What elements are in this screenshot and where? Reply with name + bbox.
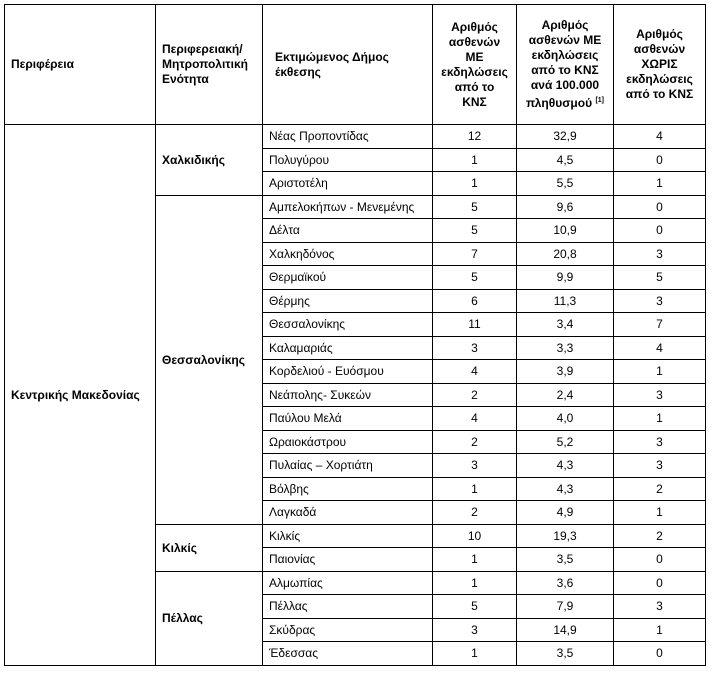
region-cell: Κεντρικής Μακεδονίας	[5, 125, 156, 666]
with-symptoms-cell: 1	[433, 148, 517, 172]
per-100k-cell: 19,3	[517, 524, 614, 548]
municipality-cell: Βόλβης	[263, 477, 433, 501]
without-symptoms-cell: 1	[614, 501, 706, 525]
without-symptoms-cell: 0	[614, 148, 706, 172]
municipality-cell: Νέας Προποντίδας	[263, 125, 433, 149]
with-symptoms-cell: 5	[433, 219, 517, 243]
per-100k-cell: 10,9	[517, 219, 614, 243]
municipality-cell: Παιονίας	[263, 548, 433, 572]
with-symptoms-cell: 3	[433, 454, 517, 478]
per-100k-cell: 4,3	[517, 477, 614, 501]
without-symptoms-cell: 1	[614, 172, 706, 196]
per-100k-cell: 4,3	[517, 454, 614, 478]
table-body	[5, 125, 706, 666]
per-100k-cell: 3,3	[517, 336, 614, 360]
municipality-cell: Πολυγύρου	[263, 148, 433, 172]
header-municipality-text: Εκτιμώμενος Δήμος έκθεσης	[275, 49, 389, 79]
unit-cell: Χαλκιδικής	[156, 125, 263, 196]
municipality-cell: Λαγκαδά	[263, 501, 433, 525]
municipality-cell: Ωραιοκάστρου	[263, 430, 433, 454]
per-100k-cell: 3,6	[517, 571, 614, 595]
per-100k-cell: 5,2	[517, 430, 614, 454]
without-symptoms-cell: 3	[614, 289, 706, 313]
municipality-cell: Θέρμης	[263, 289, 433, 313]
header-per-100k-note: [1]	[595, 97, 604, 104]
without-symptoms-cell: 3	[614, 383, 706, 407]
municipality-cell: Αλμωπίας	[263, 571, 433, 595]
municipality-cell: Αριστοτέλη	[263, 172, 433, 196]
per-100k-cell: 3,5	[517, 642, 614, 666]
municipality-cell: Κιλκίς	[263, 524, 433, 548]
municipality-cell: Θεσσαλονίκης	[263, 313, 433, 337]
per-100k-cell: 4,0	[517, 407, 614, 431]
unit-cell: Πέλλας	[156, 571, 263, 665]
without-symptoms-cell: 2	[614, 524, 706, 548]
per-100k-cell: 4,5	[517, 148, 614, 172]
municipality-cell: Δέλτα	[263, 219, 433, 243]
without-symptoms-cell: 4	[614, 125, 706, 149]
without-symptoms-cell: 7	[614, 313, 706, 337]
with-symptoms-cell: 3	[433, 336, 517, 360]
with-symptoms-cell: 10	[433, 524, 517, 548]
with-symptoms-cell: 1	[433, 642, 517, 666]
per-100k-cell: 14,9	[517, 618, 614, 642]
header-municipality	[263, 5, 433, 125]
header-per-100k	[517, 5, 614, 125]
per-100k-cell: 3,9	[517, 360, 614, 384]
municipality-cell: Πυλαίας – Χορτιάτη	[263, 454, 433, 478]
without-symptoms-cell: 1	[614, 360, 706, 384]
with-symptoms-cell: 12	[433, 125, 517, 149]
per-100k-cell: 4,9	[517, 501, 614, 525]
without-symptoms-cell: 2	[614, 477, 706, 501]
per-100k-cell: 32,9	[517, 125, 614, 149]
without-symptoms-cell: 1	[614, 618, 706, 642]
per-100k-cell: 9,9	[517, 266, 614, 290]
municipality-cell: Έδεσσας	[263, 642, 433, 666]
municipality-cell: Κορδελιού - Ευόσμου	[263, 360, 433, 384]
municipality-cell: Σκύδρας	[263, 618, 433, 642]
with-symptoms-cell: 5	[433, 595, 517, 619]
municipality-cell: Νεάπολης- Συκεών	[263, 383, 433, 407]
with-symptoms-cell: 11	[433, 313, 517, 337]
with-symptoms-cell: 1	[433, 571, 517, 595]
without-symptoms-cell: 5	[614, 266, 706, 290]
without-symptoms-cell: 4	[614, 336, 706, 360]
per-100k-cell: 3,5	[517, 548, 614, 572]
per-100k-cell: 3,4	[517, 313, 614, 337]
without-symptoms-cell: 0	[614, 642, 706, 666]
header-region: Περιφέρεια	[5, 5, 156, 125]
header-unit: Περιφερειακή/ Μητροπολιτική Ενότητα	[156, 5, 263, 125]
with-symptoms-cell: 5	[433, 266, 517, 290]
without-symptoms-cell: 0	[614, 548, 706, 572]
without-symptoms-cell: 0	[614, 195, 706, 219]
header-without-symptoms: Αριθμός ασθενών ΧΩΡΙΣ εκδηλώσεις από το ΚΝΣ	[614, 5, 706, 125]
without-symptoms-cell: 3	[614, 242, 706, 266]
unit-cell: Κιλκίς	[156, 524, 263, 571]
with-symptoms-cell: 1	[433, 172, 517, 196]
municipality-cell: Χαλκηδόνος	[263, 242, 433, 266]
with-symptoms-cell: 1	[433, 477, 517, 501]
with-symptoms-cell: 4	[433, 407, 517, 431]
with-symptoms-cell: 6	[433, 289, 517, 313]
municipality-cell: Αμπελοκήπων - Μενεμένης	[263, 195, 433, 219]
without-symptoms-cell: 3	[614, 454, 706, 478]
with-symptoms-cell: 3	[433, 618, 517, 642]
with-symptoms-cell: 1	[433, 548, 517, 572]
municipality-cell: Καλαμαριάς	[263, 336, 433, 360]
without-symptoms-cell: 0	[614, 219, 706, 243]
cases-table	[4, 4, 706, 666]
with-symptoms-cell: 7	[433, 242, 517, 266]
without-symptoms-cell: 0	[614, 571, 706, 595]
header-row	[5, 5, 706, 125]
without-symptoms-cell: 3	[614, 595, 706, 619]
without-symptoms-cell: 1	[614, 407, 706, 431]
with-symptoms-cell: 2	[433, 383, 517, 407]
with-symptoms-cell: 2	[433, 501, 517, 525]
per-100k-cell: 11,3	[517, 289, 614, 313]
unit-cell: Θεσσαλονίκης	[156, 195, 263, 524]
with-symptoms-cell: 2	[433, 430, 517, 454]
header-per-100k-text: Αριθμός ασθενών ΜΕ εκδηλώσεις από το ΚΝΣ ανά 100.000 πληθυσμού	[526, 18, 602, 110]
with-symptoms-cell: 5	[433, 195, 517, 219]
per-100k-cell: 20,8	[517, 242, 614, 266]
with-symptoms-cell: 4	[433, 360, 517, 384]
per-100k-cell: 9,6	[517, 195, 614, 219]
municipality-cell: Παύλου Μελά	[263, 407, 433, 431]
per-100k-cell: 2,4	[517, 383, 614, 407]
municipality-cell: Πέλλας	[263, 595, 433, 619]
per-100k-cell: 5,5	[517, 172, 614, 196]
per-100k-cell: 7,9	[517, 595, 614, 619]
without-symptoms-cell: 3	[614, 430, 706, 454]
table-row	[5, 125, 706, 149]
header-with-symptoms: Αριθμός ασθενών ΜΕ εκδηλώσεις από το ΚΝΣ	[433, 5, 517, 125]
municipality-cell: Θερμαϊκού	[263, 266, 433, 290]
